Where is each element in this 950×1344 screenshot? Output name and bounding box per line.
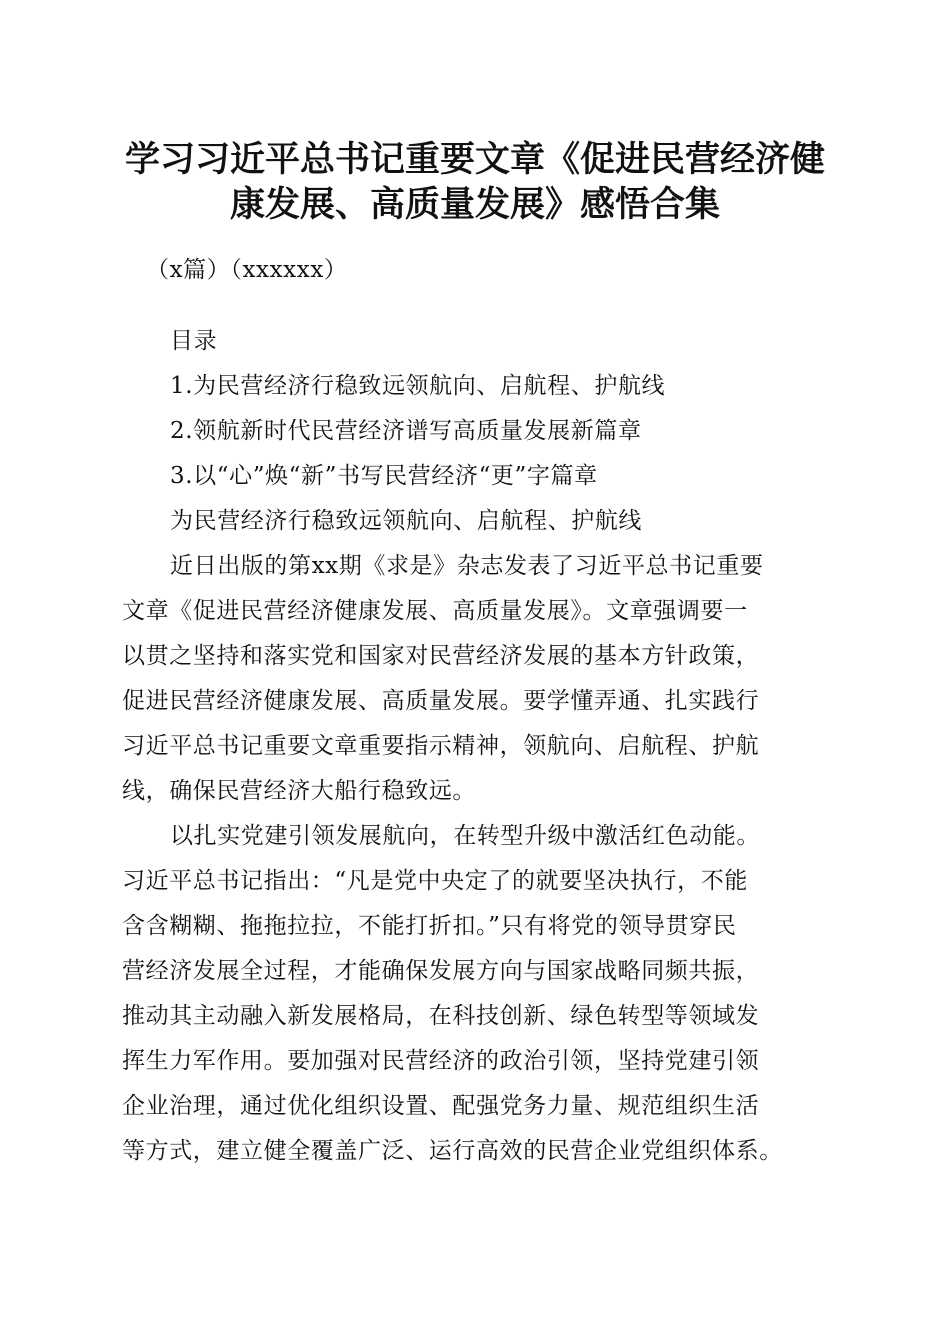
title-line: 康发展、高质量发展》感悟合集 [229,184,720,225]
document-title [0,137,950,227]
title-line: 学习习近平总书记重要文章《促进民营经济健 [124,139,825,180]
toc-item: 2.领航新时代民营经济谱写高质量发展新篇章 [170,418,642,444]
paragraph-line: 含含糊糊、拖拖拉拉，不能打折扣。”只有将党的领导贯穿民 [122,913,737,939]
paragraph-line: 近日出版的第xx期《求是》杂志发表了习近平总书记重要 [170,553,764,579]
paragraph-line: 促进民营经济健康发展、高质量发展。要学懂弄通、扎实践行 [122,688,760,714]
paragraphs [122,544,832,1174]
paragraph [122,814,832,1174]
toc-label: 目录 [170,328,218,354]
paragraph-line: 习近平总书记指出：“凡是党中央定了的就要坚决执行，不能 [122,868,748,894]
paragraph-line: 以扎实党建引领发展航向，在转型升级中激活红色动能。 [170,823,760,849]
toc-item: 1.为民营经济行稳致远领航向、启航程、护航线 [170,373,666,399]
paragraph-line: 营经济发展全过程，才能确保发展方向与国家战略同频共振， [122,958,760,984]
paragraph-line: 挥生力军作用。要加强对民营经济的政治引领，坚持党建引领 [122,1048,760,1074]
meta-line: （x篇）（xxxxxx） [146,257,348,283]
paragraph-line: 以贯之坚持和落实党和国家对民营经济发展的基本方针政策， [122,643,760,669]
paragraph-line: 等方式，建立健全覆盖广泛、运行高效的民营企业党组织体系。 [122,1138,783,1164]
toc-item: 3.以“心”焕“新”书写民营经济“更”字篇章 [170,463,598,489]
paragraph-line: 文章《促进民营经济健康发展、高质量发展》。文章强调要一 [122,598,748,624]
paragraph-line: 线，确保民营经济大船行稳致远。 [122,778,476,804]
paragraph [122,544,832,814]
table-of-contents [122,364,832,499]
document-body [122,248,832,1174]
paragraph-line: 推动其主动融入新发展格局，在科技创新、绿色转型等领域发 [122,1003,760,1029]
section-heading: 为民营经济行稳致远领航向、启航程、护航线 [170,508,642,534]
paragraph-line: 企业治理，通过优化组织设置、配强党务力量、规范组织生活 [122,1093,760,1119]
paragraph-line: 习近平总书记重要文章重要指示精神，领航向、启航程、护航 [122,733,760,759]
